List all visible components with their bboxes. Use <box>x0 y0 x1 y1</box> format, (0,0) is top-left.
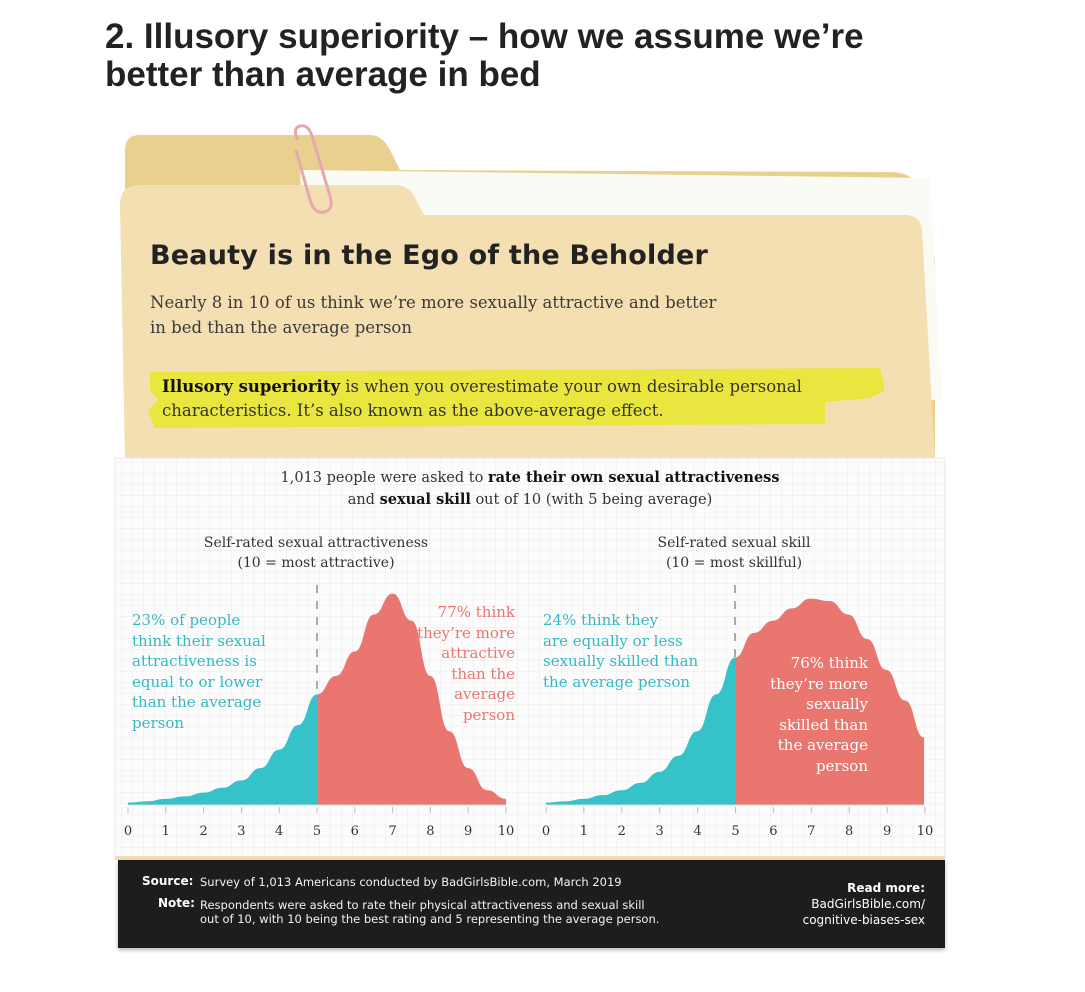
note-line: out of 10, with 10 being the best rating and 5 representing the average person. <box>200 912 660 926</box>
annotation-skill-below <box>543 610 698 692</box>
annotation-line: 77% think <box>437 603 515 621</box>
x-tick-label: 6 <box>769 824 778 839</box>
panel-title-skill-main: Self-rated sexual skill <box>657 535 811 551</box>
annotation-line: they’re more <box>770 674 868 693</box>
annotation-line: person <box>462 705 515 724</box>
x-tick-label: 3 <box>655 824 664 839</box>
survey-intro <box>180 467 880 511</box>
panel-title-attractiveness-main: Self-rated sexual attractiveness <box>203 535 429 551</box>
read-more-link[interactable] <box>803 896 925 928</box>
annotation-line: sexually <box>806 695 868 713</box>
definition-text: is when you overestimate your own desirable personal characteristics. It’s also known as the above-average effect. <box>162 377 802 420</box>
source-bar <box>118 860 945 948</box>
panel-title-skill-sub: (10 = most skillful) <box>665 555 803 571</box>
source-text: Survey of 1,013 Americans conducted by BadGirlsBible.com, March 2019 <box>200 875 622 889</box>
panel-title-skill <box>574 533 894 573</box>
annotation-line: they’re more <box>417 623 515 642</box>
survey-intro-text-2: and <box>347 492 380 508</box>
annotation-line: 24% think they <box>543 611 659 629</box>
annotation-line: are equally or less <box>543 631 683 650</box>
x-tick-label: 7 <box>388 824 397 839</box>
read-more-url-1[interactable]: BadGirlsBible.com/ <box>811 897 925 911</box>
annotation-line: attractive <box>441 644 515 662</box>
note-line: Respondents were asked to rate their physical attractiveness and sexual skill <box>200 898 645 912</box>
x-tick-label: 9 <box>464 824 473 839</box>
x-tick-label: 3 <box>237 824 246 839</box>
annotation-line: equal to or lower <box>132 672 263 691</box>
annotation-line: attractiveness is <box>132 652 257 670</box>
panel-title-attractiveness <box>156 533 476 573</box>
x-tick-label: 8 <box>845 824 854 839</box>
annotation-attractiveness-below <box>132 610 266 733</box>
x-tick-label: 4 <box>693 824 702 839</box>
survey-intro-bold-1: rate their own sexual attractiveness <box>487 469 780 486</box>
x-tick-label: 4 <box>275 824 284 839</box>
panel-title-attractiveness-sub: (10 = most attractive) <box>237 555 395 571</box>
annotation-line: person <box>132 713 185 732</box>
infographic-subtitle: Nearly 8 in 10 of us think we’re more sexually attractive and better in bed than the average person <box>150 293 717 337</box>
page-heading: 2. Illusory superiority – how we assume we’re better than average in bed <box>105 17 864 94</box>
x-tick-label: 6 <box>350 824 359 839</box>
annotation-line: 23% of people <box>132 611 241 629</box>
annotation-line: the average <box>777 736 868 754</box>
x-tick-label: 10 <box>497 824 515 839</box>
x-tick-label: 1 <box>579 824 589 839</box>
definition-note <box>162 375 862 423</box>
x-tick-label: 8 <box>426 824 435 839</box>
survey-intro-text-3: out of 10 (with 5 being average) <box>470 492 713 508</box>
annotation-line: sexually skilled than <box>543 652 699 670</box>
x-tick-label: 1 <box>161 824 170 839</box>
annotation-line: 76% think <box>790 654 868 672</box>
x-tick-label: 10 <box>916 824 934 839</box>
x-tick-label: 9 <box>882 824 892 839</box>
x-tick-label: 7 <box>807 824 816 839</box>
x-tick-label: 5 <box>731 824 740 839</box>
x-tick-label: 0 <box>541 824 551 839</box>
source-label: Source: <box>142 874 194 888</box>
x-tick-label: 5 <box>312 824 322 839</box>
infographic-title: Beauty is in the Ego of the Beholder <box>150 240 709 271</box>
read-more-url-2[interactable]: cognitive-biases-sex <box>802 913 925 927</box>
annotation-skill-above <box>750 653 868 776</box>
annotation-line: skilled than <box>779 715 868 734</box>
annotation-attractiveness-above <box>395 602 515 725</box>
note-text <box>200 898 659 926</box>
survey-intro-text-1: 1,013 people were asked to <box>280 470 488 486</box>
annotation-line: the average person <box>543 672 691 691</box>
x-tick-label: 2 <box>617 824 626 839</box>
annotation-line: think their sexual <box>132 631 266 650</box>
annotation-line: than the average <box>132 693 262 711</box>
annotation-line: person <box>815 756 868 775</box>
annotation-line: average <box>454 685 515 703</box>
read-more <box>803 880 925 928</box>
note-label: Note: <box>158 896 195 910</box>
survey-intro-bold-2: sexual skill <box>379 491 471 508</box>
read-more-label: Read more: <box>847 881 925 895</box>
annotation-line: than the <box>451 664 515 683</box>
x-tick-label: 0 <box>123 824 133 839</box>
x-tick-label: 2 <box>199 824 208 839</box>
definition-term: Illusory superiority <box>162 377 341 396</box>
